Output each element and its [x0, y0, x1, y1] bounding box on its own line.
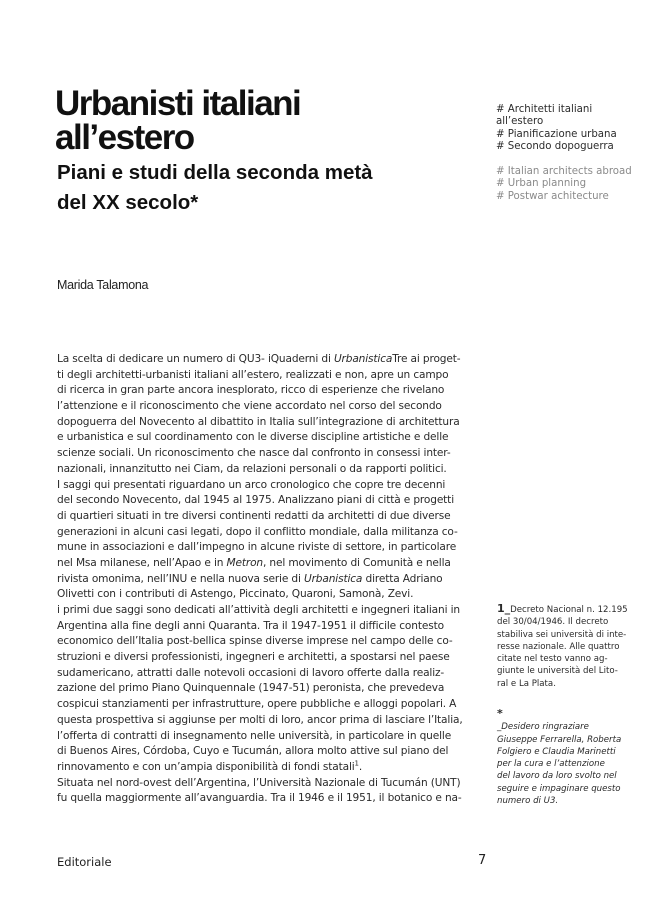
- footnote-line: Folgiero e Claudia Marinetti: [497, 746, 616, 757]
- footnote-line: del lavoro da loro svolto nel: [497, 771, 617, 782]
- tags-italian: [496, 104, 646, 153]
- body-line: Olivetti con i contributi di Astengo, Piccinato, Quaroni, Samonà, Zevi.: [57, 588, 414, 601]
- footnote-line: del 30/04/1946. Il decreto: [497, 617, 609, 628]
- body-line: Argentina alla fine degli anni Quaranta. Tra il 1947-1951 il difficile contesto: [57, 619, 444, 632]
- footnote-acknowledgement: [497, 707, 622, 807]
- footnote-line: numero di U3.: [497, 796, 559, 807]
- body-line: l’offerta di contratti di insegnamento nelle università, in particolare in quelle: [57, 729, 452, 742]
- body-line: dopoguerra del Novecento al dibattito in Italia sull’integrazione di architettura: [57, 415, 460, 428]
- footnote-line: seguire e impaginare questo: [497, 783, 621, 794]
- tag: # Urban planning: [496, 178, 587, 190]
- footnote-line: giunte le università del Lito-: [497, 666, 618, 677]
- body-line: generazioni in alcuni casi legati, dopo il conflitto mondiale, dalla militanza co-: [57, 525, 458, 538]
- tags-english: [496, 166, 646, 203]
- body-text: [57, 352, 487, 807]
- page-number: 7: [478, 853, 487, 868]
- article-subtitle: [57, 158, 487, 218]
- body-line: sudamericano, attratti dalle notevoli occasioni di lavoro offerte dalla realiz-: [57, 666, 445, 679]
- article-title: [55, 84, 475, 158]
- footnote-reference: 1: [354, 759, 359, 768]
- footnote-marker: 1_: [497, 602, 511, 615]
- body-line: scienze sociali. Un riconoscimento che nasce dal confronto in consessi inter-: [57, 447, 451, 460]
- title-line: Urbanisti italiani: [55, 84, 301, 124]
- body-line: nazionali, innanzitutto nei Ciam, da relazioni personali o da rapporti politici.: [57, 462, 447, 475]
- tag: # Secondo dopoguerra: [496, 140, 614, 152]
- body-line: rivista omonima, nell’INU e nella nuova serie di Urbanistica diretta Adriano: [57, 572, 443, 585]
- footnote-1: [497, 602, 628, 690]
- footnote-line: resse nazionale. Alle quattro: [497, 641, 620, 652]
- body-line: Situata nel nord-ovest dell’Argentina, l’Università Nazionale di Tucumán (UNT): [57, 776, 461, 789]
- body-line: del secondo Novecento, dal 1945 al 1975. Analizzano piani di città e progetti: [57, 494, 454, 507]
- body-line: mune in associazioni e dall’impegno in alcune riviste di settore, in particolare: [57, 541, 457, 554]
- footer-section: Editoriale: [57, 855, 112, 869]
- footnote-marker: *: [497, 707, 503, 720]
- tag: # Pianificazione urbana: [496, 128, 617, 140]
- body-line: l’attenzione e il riconoscimento che viene accordato nel corso del secondo: [57, 400, 442, 413]
- tag: # Italian architects abroad: [496, 166, 632, 177]
- footnote-line: Decreto Nacional n. 12.195: [510, 605, 628, 615]
- body-line: La scelta di dedicare un numero di QU3- iQuaderni di UrbanisticaTre ai proget-: [57, 353, 461, 365]
- tag: # Architetti italiani: [496, 104, 593, 115]
- footnote-line: ral e La Plata.: [497, 678, 556, 689]
- tag: # Postwar achitecture: [496, 190, 609, 202]
- body-line: nel Msa milanese, nell’Apao e in Metron, nel movimento di Comunità e nella: [57, 556, 451, 569]
- body-line: struzioni e diversi professionisti, ingegneri e architetti, a spostarsi nel paese: [57, 651, 450, 664]
- body-line: di ricerca in gran parte ancora inesplorato, ricco di esperienze che rivelano: [57, 384, 445, 397]
- subtitle-line: del XX secolo*: [57, 191, 199, 214]
- tag: all’estero: [496, 116, 544, 128]
- body-line: zazione del primo Piano Quinquennale (1947-51) peronista, che prevedeva: [57, 682, 445, 695]
- body-line: rinnovamento e con un’ampia disponibilità di fondi statali: [57, 760, 355, 773]
- body-line: cospicui stanziamenti per infrastrutture, opere pubbliche e alloggi popolari. A: [57, 698, 457, 711]
- body-line: e urbanistica e sul coordinamento con le diverse discipline artistiche e delle: [57, 431, 449, 444]
- body-line: i primi due saggi sono dedicati all’attività degli architetti e ingegneri italiani in: [57, 604, 460, 616]
- footnote-line: _Desidero ringraziare: [497, 722, 589, 733]
- body-line: ti degli architetti-urbanisti italiani all’estero, realizzati e non, apre un campo: [57, 368, 449, 381]
- footnote-line: stabiliva sei università di inte-: [497, 629, 627, 640]
- body-line: fu quella maggiormente all’avanguardia. Tra il 1946 e il 1951, il botanico e na-: [57, 792, 462, 805]
- body-line: I saggi qui presentati riguardano un arco cronologico che copre tre decenni: [57, 478, 446, 491]
- body-line: di Buenos Aires, Córdoba, Cuyo e Tucumán, allora molto attive sul piano del: [57, 745, 449, 758]
- body-line: questa prospettiva si aggiunse per molti di loro, ancor prima di lasciare l’Italia,: [57, 713, 463, 726]
- author-name: Marida Talamona: [57, 278, 149, 292]
- body-line-with-footnote: rinnovamento e con un’ampia disponibilità di fondi statali$^1$.: [57, 759, 363, 773]
- title-line: all’estero: [55, 118, 194, 158]
- footnote-line: citate nel testo vanno ag-: [497, 654, 608, 665]
- footnote-line: per la cura e l’attenzione: [497, 759, 605, 770]
- subtitle-line: Piani e studi della seconda metà: [57, 161, 373, 184]
- footnote-line: Giuseppe Ferrarella, Roberta: [497, 734, 622, 745]
- body-line: di quartieri situati in tre diversi continenti redatti da architetti di due diverse: [57, 509, 451, 522]
- body-line: economico dell’Italia post-bellica spinse diverse imprese nel campo delle co-: [57, 635, 453, 648]
